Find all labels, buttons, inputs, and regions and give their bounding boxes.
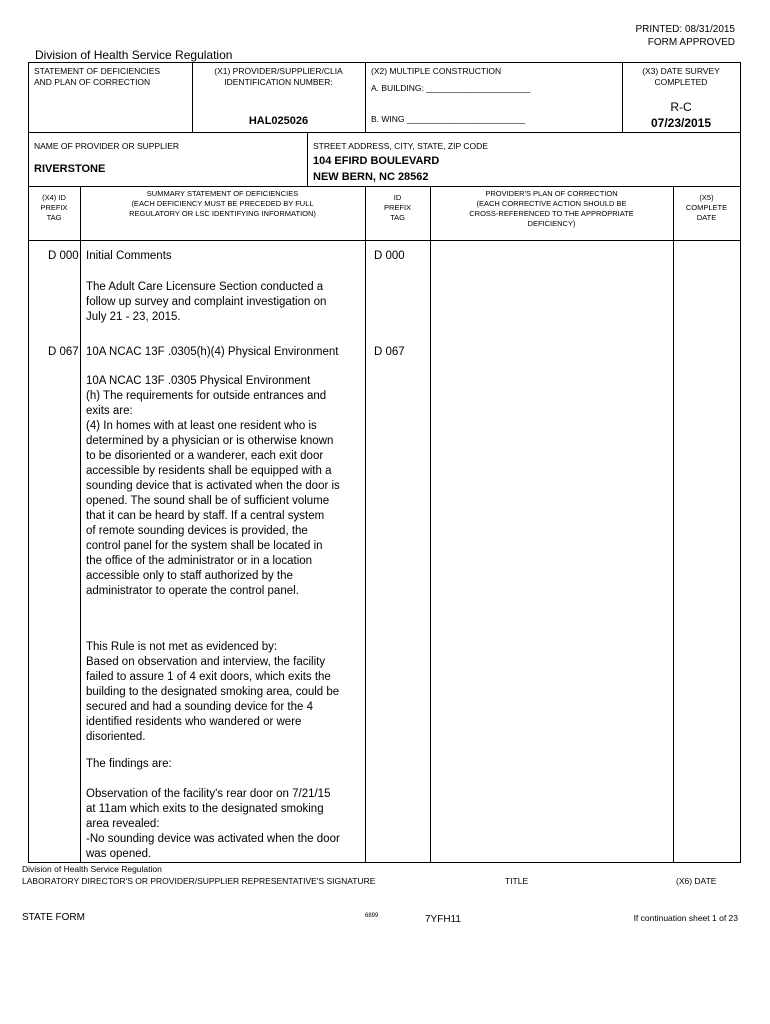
paragraph-findings: The findings are: bbox=[86, 758, 172, 770]
address-line-1: 104 EFIRD BOULEVARD bbox=[313, 155, 440, 167]
right-border bbox=[740, 62, 741, 863]
column-header-rule bbox=[28, 240, 740, 241]
tag-d000: D 000 bbox=[48, 250, 79, 262]
address-label: STREET ADDRESS, CITY, STATE, ZIP CODE bbox=[313, 141, 488, 151]
state-form-label: STATE FORM bbox=[22, 912, 85, 923]
x6-date-label: (X6) DATE bbox=[676, 876, 717, 886]
x1-value: HAL025026 bbox=[248, 115, 309, 127]
x3-code: R-C bbox=[670, 100, 692, 114]
form-approved: FORM APPROVED bbox=[647, 37, 735, 48]
col-divider-id bbox=[430, 186, 431, 862]
signature-label: LABORATORY DIRECTOR'S OR PROVIDER/SUPPLIER REPRESENTATIVE'S SIGNATURE bbox=[22, 876, 376, 886]
event-id: 7YFH11 bbox=[425, 914, 461, 925]
continuation-sheet: If continuation sheet 1 of 23 bbox=[633, 913, 738, 923]
provider-name: RIVERSTONE bbox=[34, 163, 106, 175]
header-top-rule bbox=[28, 62, 740, 63]
form-number: 6899 bbox=[365, 913, 379, 919]
wing-label: B. WING _________________________ bbox=[371, 114, 526, 124]
col-divider-summary bbox=[365, 186, 366, 862]
printed-date: PRINTED: 08/31/2015 bbox=[635, 24, 735, 35]
title-label: TITLE bbox=[505, 876, 529, 886]
col-summary-header: SUMMARY STATEMENT OF DEFICIENCIES (EACH DEFICIENCY MUST BE PRECEDED BY FULL REGULATORY OR LSC IDENTIFYING INFORMATION) bbox=[129, 189, 316, 218]
col-id-header: ID PREFIX TAG bbox=[383, 193, 412, 222]
building-label: A. BUILDING: ______________________ bbox=[371, 83, 531, 93]
provider-divider bbox=[307, 132, 308, 186]
table-bottom-rule bbox=[28, 862, 740, 863]
tag-d067: D 067 bbox=[48, 346, 79, 358]
paragraph-initial: The Adult Care Licensure Section conducted a follow up survey and complaint investigation on July 21 - 23, 2015. bbox=[86, 281, 327, 323]
statement-label: STATEMENT OF DEFICIENCIES AND PLAN OF CORRECTION bbox=[34, 66, 161, 87]
x3-label: (X3) DATE SURVEY COMPLETED bbox=[642, 66, 720, 87]
paragraph-observation: Observation of the facility's rear door on 7/21/15 at 11am which exits to the designated smoking area revealed: -No sounding device was activated when the door was opened. bbox=[86, 788, 340, 860]
left-border bbox=[28, 62, 29, 863]
entry-title-initial: Initial Comments bbox=[86, 250, 172, 262]
x1-label: (X1) PROVIDER/SUPPLIER/CLIA IDENTIFICATION NUMBER: bbox=[214, 66, 343, 87]
address-line-2: NEW BERN, NC 28562 bbox=[313, 171, 429, 183]
entry-title-physical-env: 10A NCAC 13F .0305(h)(4) Physical Environment bbox=[86, 346, 339, 358]
header-rule-3 bbox=[28, 186, 740, 187]
header-rule-2 bbox=[28, 132, 740, 133]
x2-label: (X2) MULTIPLE CONSTRUCTION bbox=[371, 66, 502, 76]
header-divider-2 bbox=[365, 62, 366, 132]
col-x5-header: (X5) COMPLETE DATE bbox=[685, 193, 728, 222]
paragraph-not-met: This Rule is not met as evidenced by: Based on observation and interview, the facility failed to assure 1 of 4 exit doors, which exits the building to the designated smoking area, could be secured and had a sounding device for the 4 identified residents who wandered or were disoriented. bbox=[86, 641, 340, 743]
col-plan-header: PROVIDER'S PLAN OF CORRECTION (EACH CORRECTIVE ACTION SHOULD BE CROSS-REFERENCED TO THE APPROPRIATE DEFICIENCY) bbox=[469, 189, 634, 228]
agency-title: Division of Health Service Regulation bbox=[35, 48, 233, 62]
footer-agency: Division of Health Service Regulation bbox=[22, 864, 162, 874]
col-divider-plan bbox=[673, 186, 674, 862]
col-x4-header: (X4) ID PREFIX TAG bbox=[40, 193, 68, 222]
id-tag-d067: D 067 bbox=[374, 346, 405, 358]
paragraph-rule-text: 10A NCAC 13F .0305 Physical Environment (h) The requirements for outside entrances and exits are: (4) In homes with at least one resident who is determined by a physician or is otherwise known to be disoriented or a wanderer, each exit door accessible by residents shall be equipped with a sounding device that is activated when the door is opened. The sound shall be of sufficient volume that it can be heard by staff. If a central system of remote sounding devices is provided, the control panel for the system shall be located in the office of the administrator or in a location accessible only to staff authorized by the administrator to operate the control panel. bbox=[86, 375, 340, 597]
col-divider-tag bbox=[80, 186, 81, 862]
provider-label: NAME OF PROVIDER OR SUPPLIER bbox=[34, 141, 179, 151]
x3-date: 07/23/2015 bbox=[650, 116, 712, 130]
id-tag-d000: D 000 bbox=[374, 250, 405, 262]
